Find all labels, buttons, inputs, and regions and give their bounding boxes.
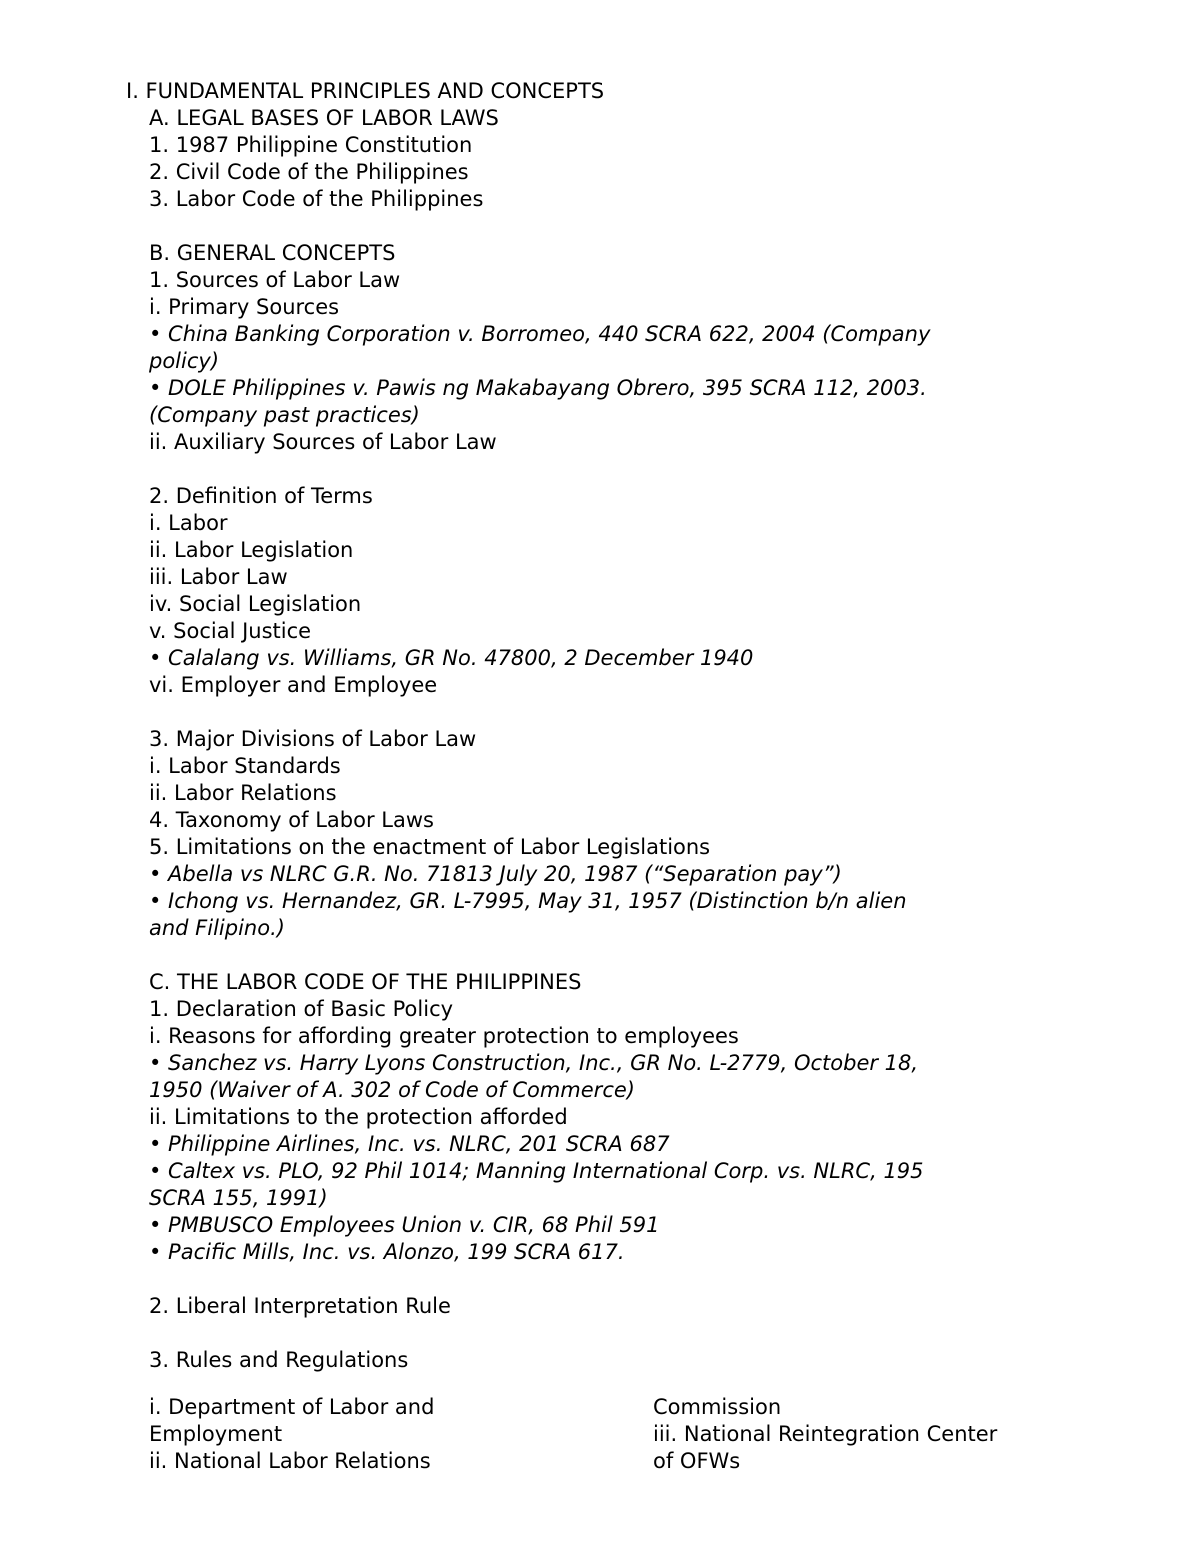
- case-citation: • DOLE Philippines v. Pawis ng Makabayang Obrero, 395 SCRA 112, 2003.: [149, 376, 927, 400]
- list-item: 2. Civil Code of the Philippines: [149, 160, 469, 184]
- case-citation-cont: 1950 (Waiver of A. 302 of Code of Commerce): [149, 1078, 635, 1102]
- list-item: iv. Social Legislation: [149, 592, 362, 616]
- subsection-heading: 3. Rules and Regulations: [149, 1348, 409, 1372]
- case-citation: • Abella vs NLRC G.R. No. 71813 July 20, 1987 (“Separation pay”): [149, 862, 842, 886]
- case-citation: • Ichong vs. Hernandez, GR. L-7995, May 31, 1957 (Distinction b/n alien: [149, 889, 907, 913]
- section-a-heading: A. LEGAL BASES OF LABOR LAWS: [149, 106, 499, 130]
- case-citation: • Pacific Mills, Inc. vs. Alonzo, 199 SCRA 617.: [149, 1240, 625, 1264]
- list-item: ii. Auxiliary Sources of Labor Law: [149, 430, 497, 454]
- list-item: ii. Labor Relations: [149, 781, 337, 805]
- section-title: I. FUNDAMENTAL PRINCIPLES AND CONCEPTS: [126, 79, 605, 103]
- subsection-heading: 5. Limitations on the enactment of Labor Legislations: [149, 835, 711, 859]
- list-item: v. Social Justice: [149, 619, 312, 643]
- subsection-heading: 2. Definition of Terms: [149, 484, 373, 508]
- case-citation: • Philippine Airlines, Inc. vs. NLRC, 201 SCRA 687: [149, 1132, 670, 1156]
- list-item: i. Primary Sources: [149, 295, 340, 319]
- case-citation: • Caltex vs. PLO, 92 Phil 1014; Manning International Corp. vs. NLRC, 195: [149, 1159, 924, 1183]
- list-item: ii. Labor Legislation: [149, 538, 354, 562]
- column-line: i. Department of Labor and: [149, 1395, 435, 1419]
- right-column: [653, 1394, 997, 1475]
- left-column: [149, 1394, 434, 1475]
- subsection-heading: 4. Taxonomy of Labor Laws: [149, 808, 434, 832]
- list-item: i. Labor: [149, 511, 228, 535]
- section-c-heading: C. THE LABOR CODE OF THE PHILIPPINES: [149, 970, 582, 994]
- case-citation: • PMBUSCO Employees Union v. CIR, 68 Phil 591: [149, 1213, 660, 1237]
- case-citation-cont: policy): [149, 349, 220, 373]
- list-item: iii. Labor Law: [149, 565, 288, 589]
- column-line: iii. National Reintegration Center: [653, 1422, 998, 1446]
- list-item: 1. 1987 Philippine Constitution: [149, 133, 473, 157]
- list-item: 3. Labor Code of the Philippines: [149, 187, 484, 211]
- list-item: vi. Employer and Employee: [149, 673, 438, 697]
- case-citation-cont: and Filipino.): [149, 916, 285, 940]
- case-citation: • Sanchez vs. Harry Lyons Construction, Inc., GR No. L-2779, October 18,: [149, 1051, 919, 1075]
- column-line: of OFWs: [653, 1449, 741, 1473]
- list-item: i. Labor Standards: [149, 754, 341, 778]
- case-citation: • China Banking Corporation v. Borromeo, 440 SCRA 622, 2004 (Company: [149, 322, 931, 346]
- column-line: ii. National Labor Relations: [149, 1449, 431, 1473]
- subsection-heading: 3. Major Divisions of Labor Law: [149, 727, 477, 751]
- document-body: [0, 78, 1200, 1374]
- case-citation-cont: (Company past practices): [149, 403, 420, 427]
- section-b-heading: B. GENERAL CONCEPTS: [149, 241, 396, 265]
- case-citation-cont: SCRA 155, 1991): [149, 1186, 328, 1210]
- column-line: Commission: [653, 1395, 782, 1419]
- column-line: Employment: [149, 1422, 283, 1446]
- list-item: ii. Limitations to the protection afforded: [149, 1105, 568, 1129]
- subsection-heading: 1. Sources of Labor Law: [149, 268, 401, 292]
- case-citation: • Calalang vs. Williams, GR No. 47800, 2 December 1940: [149, 646, 754, 670]
- subsection-heading: 2. Liberal Interpretation Rule: [149, 1294, 451, 1318]
- subsection-heading: 1. Declaration of Basic Policy: [149, 997, 454, 1021]
- list-item: i. Reasons for affording greater protection to employees: [149, 1024, 739, 1048]
